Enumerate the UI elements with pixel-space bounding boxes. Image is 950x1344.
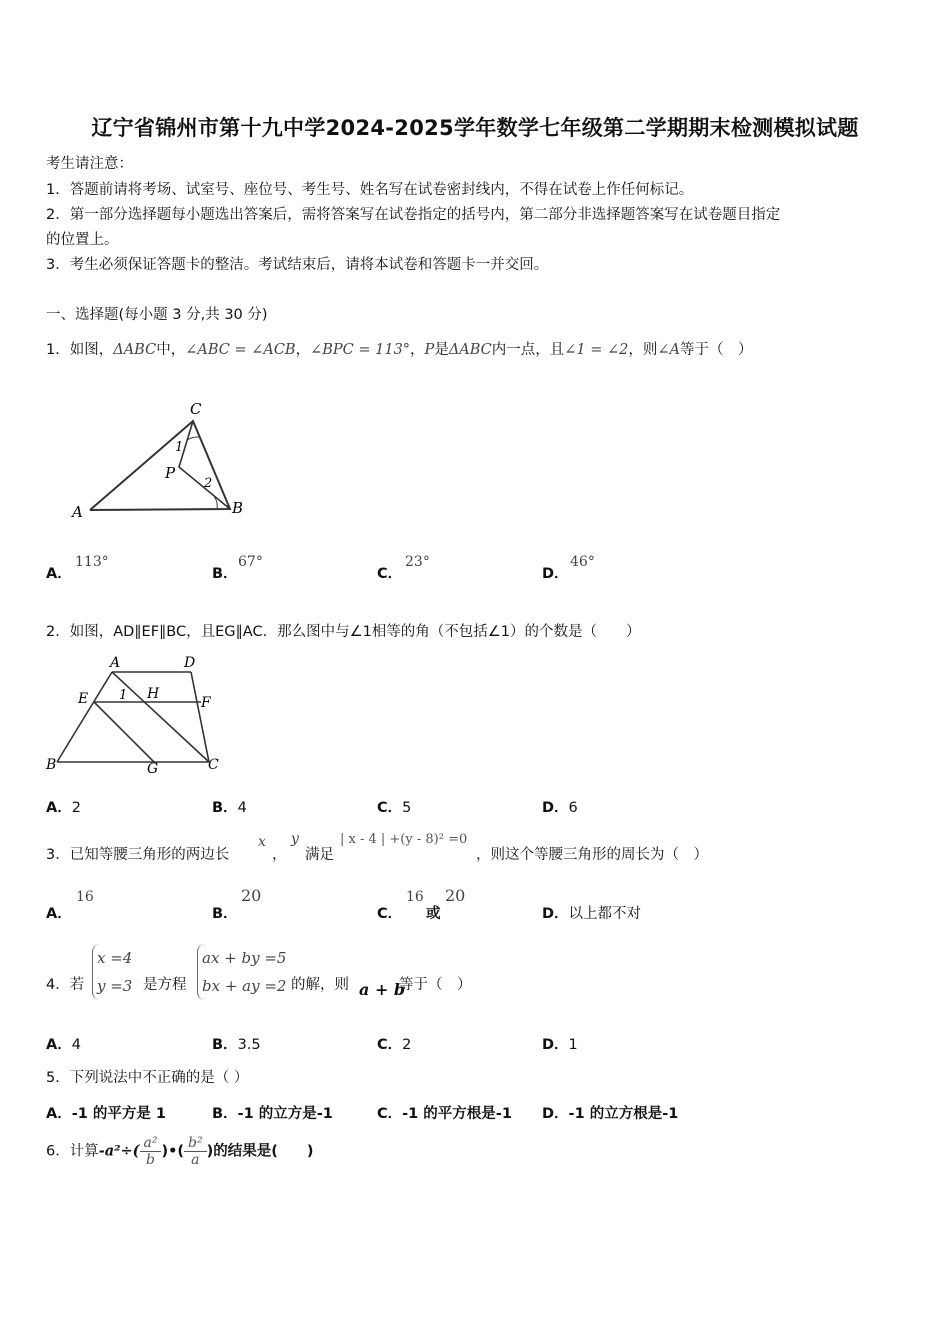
- q2-option-c[interactable]: [377, 796, 411, 817]
- page-title: 辽宁省锦州市第十九中学2024-2025学年数学七年级第二学期期末检测模拟试题: [91, 116, 859, 140]
- q1-math: ΔABC: [113, 342, 157, 358]
- q1-math: ∠BPC = 113°: [310, 342, 411, 358]
- option-label: B．: [212, 1037, 238, 1053]
- label-f: F: [201, 695, 211, 711]
- equation: y =3: [97, 977, 133, 995]
- q1-math: ∠1 = ∠2: [564, 342, 629, 358]
- option-value: -1 的立方是-1: [237, 1106, 333, 1122]
- q3-option-c-or: 或: [426, 906, 441, 922]
- q3-option-b-value: 20: [241, 886, 262, 905]
- option-label: A．: [46, 1106, 72, 1122]
- option-value: 4: [71, 1037, 81, 1053]
- equation: ax + by =5: [202, 949, 287, 967]
- q4-expression: a + b: [359, 980, 406, 999]
- q4-text-equation: 是方程: [143, 977, 187, 993]
- notice-item-2-cont: 的位置上。: [46, 232, 119, 248]
- q1-option-c[interactable]: [377, 562, 402, 583]
- q3-option-c-value: 16: [406, 889, 424, 905]
- label-angle-2: 2: [204, 476, 213, 491]
- q3-var-x: x: [258, 834, 266, 850]
- q1-triangle-figure: [66, 392, 256, 527]
- label-angle-1: 1: [119, 688, 128, 703]
- option-value: -1 的平方根是-1: [402, 1106, 512, 1122]
- q4-text-solution: 的解，则: [291, 977, 349, 993]
- equation: x =4: [97, 949, 133, 967]
- notice-heading: 考生请注意：: [46, 156, 133, 172]
- q1-text: 1．如图，: [46, 342, 114, 358]
- q6-text: 6．计算: [46, 1143, 99, 1160]
- q1-text: 等于（ ）: [680, 342, 753, 358]
- option-value: 3.5: [237, 1037, 261, 1053]
- option-label: B．: [212, 1106, 238, 1122]
- label-g: G: [147, 761, 159, 777]
- q1-option-b[interactable]: [212, 562, 238, 583]
- question-2: 2．如图，AD∥EF∥BC，且EG∥AC．那么图中与∠1相等的角（不包括∠1）的个数是（ ）: [46, 624, 641, 640]
- option-label: D．: [542, 1037, 569, 1053]
- option-label: A．: [46, 906, 72, 922]
- q1-option-a-value: 113°: [75, 554, 109, 570]
- question-6: [46, 1135, 313, 1168]
- question-4-text: 4．若: [46, 977, 85, 993]
- q1-text: 内一点，且: [491, 342, 565, 358]
- q1-text: ，则: [628, 342, 658, 358]
- q5-option-c[interactable]: [377, 1102, 512, 1123]
- q6-expression: )•(: [161, 1143, 185, 1160]
- option-label: B．: [212, 906, 238, 922]
- option-label: A．: [46, 566, 72, 582]
- label-h: H: [147, 686, 160, 702]
- q3-text-end: ，则这个等腰三角形的周长为（ ）: [476, 847, 708, 863]
- label-d: D: [184, 655, 196, 671]
- q3-option-c-value2: 20: [445, 886, 466, 905]
- question-3-text: 3．已知等腰三角形的两边长: [46, 847, 230, 863]
- option-value: 以上都不对: [568, 906, 642, 922]
- q1-option-c-value: 23°: [405, 554, 430, 570]
- section-heading: 一、选择题(每小题 3 分,共 30 分): [46, 307, 268, 323]
- label-c: C: [208, 757, 219, 773]
- notice-item-2: 2．第一部分选择题每小题选出答案后，需将答案写在试卷指定的括号内，第二部分非选择题答案写在试卷题目指定: [46, 207, 781, 223]
- option-value: 5: [402, 800, 412, 816]
- q1-text: ，: [295, 342, 311, 358]
- label-a: A: [110, 655, 121, 671]
- numerator: a²: [140, 1135, 162, 1152]
- q4-option-c[interactable]: [377, 1033, 411, 1054]
- q5-option-b[interactable]: [212, 1102, 333, 1123]
- numerator: b²: [184, 1135, 207, 1152]
- q4-text-end: 等于（ ）: [399, 977, 472, 993]
- q4-system-solution: [92, 944, 132, 1000]
- label-angle-1: 1: [175, 440, 184, 455]
- option-label: A．: [46, 800, 72, 816]
- notice-item-3: 3．考生必须保证答题卡的整洁。考试结束后，请将本试卷和答题卡一并交回。: [46, 257, 549, 273]
- option-value: 4: [237, 800, 247, 816]
- option-value: -1 的立方根是-1: [568, 1106, 679, 1122]
- option-label: D．: [542, 566, 569, 582]
- q6-text: )的结果是( ): [206, 1143, 314, 1160]
- q1-option-d[interactable]: [542, 562, 569, 583]
- label-p: P: [165, 464, 176, 482]
- q3-option-c[interactable]: [377, 902, 402, 923]
- q6-fraction-2: [184, 1135, 207, 1168]
- q2-option-b[interactable]: [212, 796, 247, 817]
- q1-text: 中，: [156, 342, 186, 358]
- q1-text: 是: [434, 342, 449, 358]
- option-label: C．: [377, 1037, 403, 1053]
- option-label: D．: [542, 1106, 569, 1122]
- option-label: D．: [542, 906, 569, 922]
- triangle-pbc: [179, 421, 230, 509]
- q1-option-d-value: 46°: [570, 554, 595, 570]
- equation: bx + ay =2: [202, 977, 287, 995]
- q4-option-b[interactable]: [212, 1033, 261, 1054]
- q1-option-b-value: 67°: [238, 554, 263, 570]
- q3-option-d[interactable]: [542, 902, 641, 923]
- segment-eg: [94, 702, 154, 762]
- q3-text-satisfy: 满足: [305, 847, 334, 863]
- q6-expression: -a²÷(: [98, 1142, 140, 1160]
- option-label: A．: [46, 1037, 72, 1053]
- option-label: C．: [377, 800, 403, 816]
- q3-var-y: y: [291, 831, 299, 847]
- q2-option-d[interactable]: [542, 796, 578, 817]
- option-label: D．: [542, 800, 569, 816]
- label-b: B: [46, 757, 57, 773]
- label-b: B: [232, 499, 244, 517]
- q4-option-a[interactable]: [46, 1033, 81, 1054]
- option-value: 1: [568, 1037, 578, 1053]
- q2-trapezoid-figure: [44, 652, 234, 780]
- option-value: -1 的平方是 1: [71, 1106, 167, 1122]
- label-e: E: [78, 691, 89, 707]
- option-value: 6: [568, 800, 578, 816]
- option-value: 2: [402, 1037, 412, 1053]
- question-5: 5．下列说法中不正确的是（ ）: [46, 1070, 249, 1086]
- q1-math: P: [424, 342, 435, 358]
- denominator: a: [191, 1152, 200, 1168]
- label-a: A: [72, 503, 83, 521]
- segment-ab: [57, 672, 112, 762]
- option-label: C．: [377, 906, 403, 922]
- q1-math: ∠ABC = ∠ACB: [185, 342, 296, 358]
- q1-option-a[interactable]: [46, 562, 72, 583]
- triangle-abc: [90, 421, 230, 510]
- q3-option-a[interactable]: [46, 902, 72, 923]
- q5-option-a[interactable]: [46, 1102, 166, 1123]
- q4-system-equations: [197, 944, 286, 1000]
- q4-option-d[interactable]: [542, 1033, 578, 1054]
- q1-text: ，: [410, 342, 425, 358]
- q1-math: ΔABC: [448, 342, 492, 358]
- q2-option-a[interactable]: [46, 796, 81, 817]
- option-value: 2: [71, 800, 81, 816]
- q3-condition: | x - 4 | +(y - 8)² =0: [340, 832, 468, 847]
- option-label: C．: [377, 1106, 403, 1122]
- q3-option-b[interactable]: [212, 902, 238, 923]
- option-label: C．: [377, 566, 403, 582]
- q1-math: ∠A: [657, 342, 681, 358]
- label-c: C: [190, 400, 202, 418]
- option-label: B．: [212, 800, 238, 816]
- question-1: [46, 338, 753, 359]
- q5-option-d[interactable]: [542, 1102, 678, 1123]
- q3-option-a-value: 16: [76, 889, 94, 905]
- denominator: b: [146, 1152, 155, 1168]
- option-label: B．: [212, 566, 238, 582]
- q3-comma: ，: [272, 847, 287, 863]
- notice-item-1: 1．答题前请将考场、试室号、座位号、考生号、姓名写在试卷密封线内，不得在试卷上作任何标记。: [46, 182, 694, 198]
- q6-fraction-1: [140, 1135, 162, 1168]
